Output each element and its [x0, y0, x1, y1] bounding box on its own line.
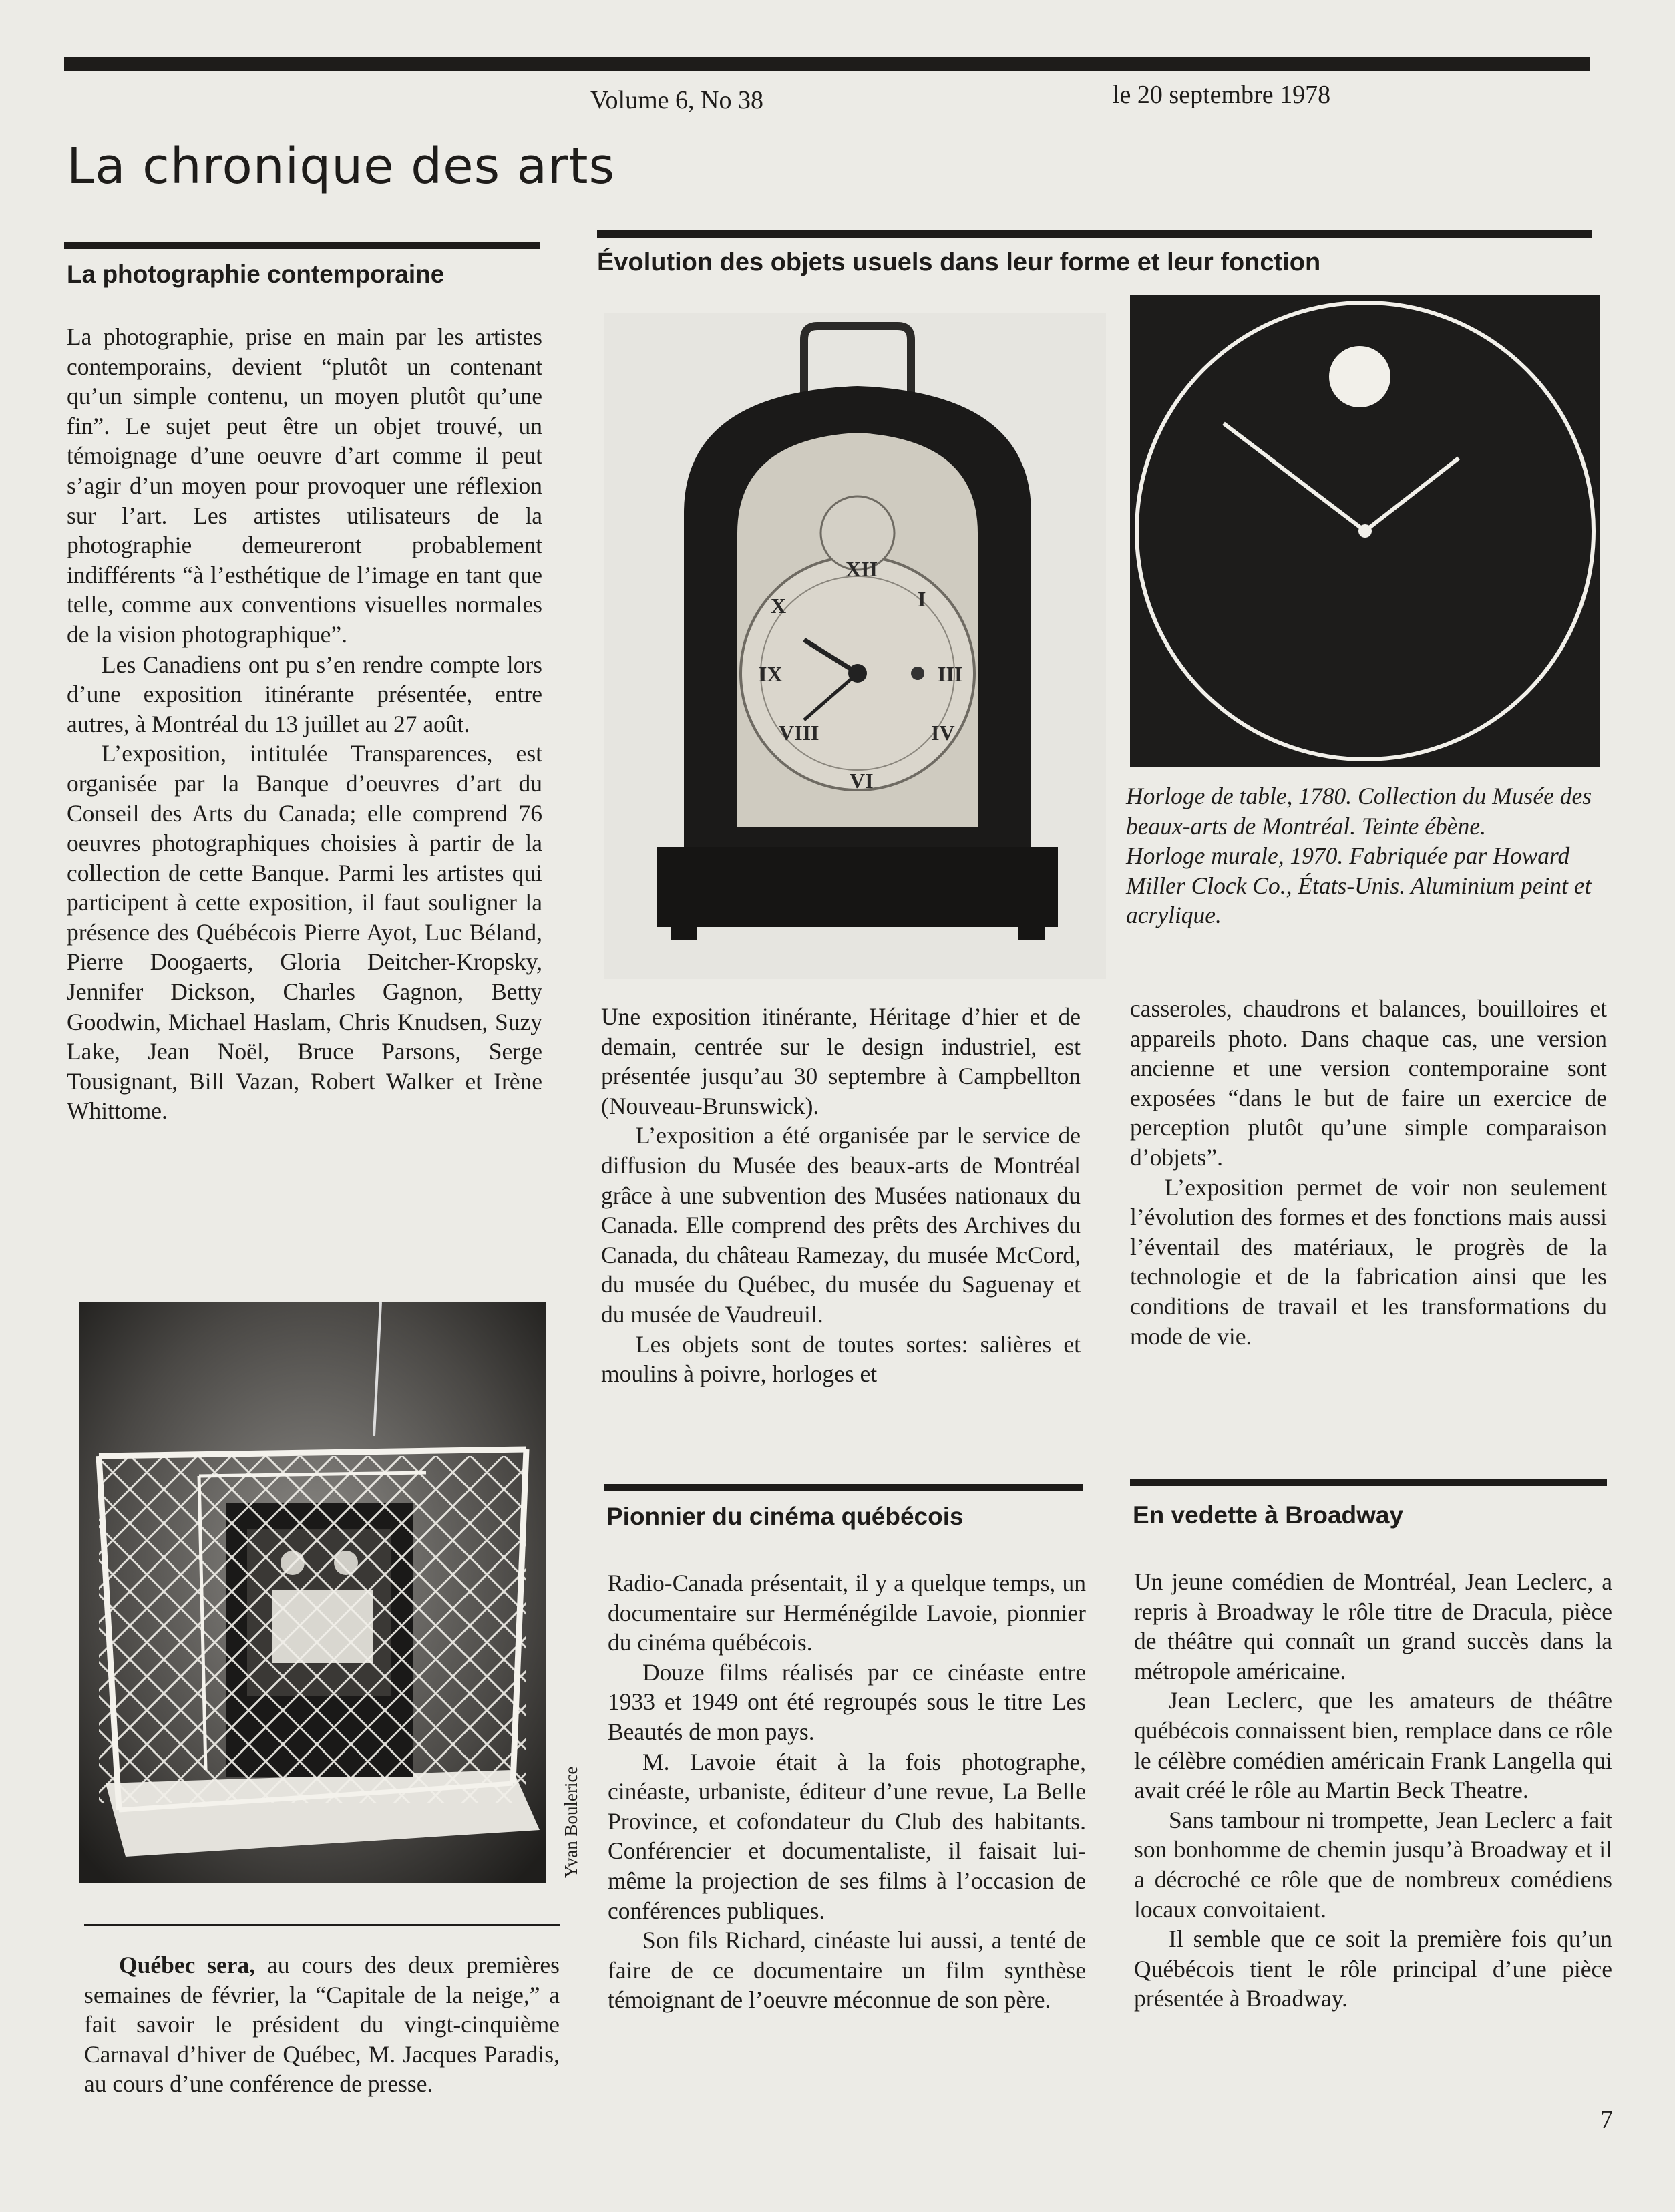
photo-credit: Yvan Boulerice [561, 1766, 581, 1878]
paragraph: Une exposition itinérante, Héritage d’hier et de demain, centrée sur le design industriel, est présentée jusqu’au 30 septembre à Campbellton (Nouveau-Brunswick). [601, 1003, 1081, 1119]
page-number: 7 [1600, 2106, 1613, 2134]
paragraph: L’exposition, intitulée Transparences, est organisée par la Banque d’oeuvres d’art du Conseil des Arts du Canada; elle comprend 76 oeuvres photographiques choisies à partir de la collection de cette Banque. Parmi les artistes qui participent à cette exposition, il faut souligner la présence des Québécois Pierre Ayot, Luc Béland, Pierre Doogaerts, Gloria Deitcher-Kropsky, Jennifer Dickson, Charles Gagnon, Betty Goodwin, Michael Haslam, Chris Knudsen, Suzy Lake, Jean Noël, Bruce Parsons, Serge Tousignant, Bill Vazan, Robert Walker et Irène Whittome. [67, 740, 542, 1125]
article-objets-col2 [1130, 994, 1607, 1351]
paragraph: Un jeune comédien de Montréal, Jean Leclerc, a repris à Broadway le rôle titre de Dracula, pièce de théâtre qui connaît un grand succès dans la métropole américaine. [1134, 1568, 1612, 1684]
paragraph: Radio-Canada présentait, il y a quelque temps, un documentaire sur Herménégilde Lavoie, pionnier du cinéma québécois. [608, 1570, 1086, 1656]
svg-text:VI: VI [850, 769, 874, 793]
svg-text:III: III [938, 662, 963, 686]
paragraph: Douze films réalisés par ce cinéaste entre 1933 et 1949 ont été regroupés sous le titre Les Beautés de mon pays. [608, 1658, 1086, 1745]
paragraph: Les Canadiens ont pu s’en rendre compte lors d’une exposition itinérante présentée, entre autres, à Montréal du 13 juillet au 27 août. [67, 651, 542, 737]
paragraph: Sans tambour ni trompette, Jean Leclerc a fait son bonhomme de chemin jusqu’à Broadway et il a décroché ce rôle que de nombreux comédiens locaux convoitaient. [1134, 1806, 1612, 1923]
photo-net-clock-artwork [79, 1302, 546, 1883]
caption-line: Horloge de table, 1780. Collection du Musée des beaux-arts de Montréal. Teinte ébène. [1126, 783, 1592, 840]
section-rule [64, 242, 540, 249]
wall-clock-image [1130, 295, 1600, 767]
brief-quebec-body [84, 1950, 560, 2099]
section-title-photographie: La photographie contemporaine [67, 260, 445, 288]
brief-text: au cours des deux premières semaines de février, la “Capitale de la neige,” a fait savoir le président du vingt-cinquième Carnaval d’hiver de Québec, M. Jacques Paradis, au cours d’une conférence de presse. [84, 1952, 560, 2098]
paragraph: Il semble que ce soit la première fois qu’un Québécois tient le rôle principal d’une pièce présentée à Broadway. [1134, 1925, 1612, 2012]
section-title-cinema: Pionnier du cinéma québécois [606, 1503, 964, 1530]
paragraph [84, 1950, 560, 2099]
svg-text:IV: IV [931, 721, 955, 745]
svg-text:IX: IX [759, 662, 783, 686]
svg-text:I: I [918, 587, 926, 611]
issue-date: le 20 septembre 1978 [1113, 81, 1331, 109]
photo-bracket-clock [604, 313, 1106, 979]
article-cinema-body [608, 1568, 1086, 2015]
volume-number: Volume 6, No 38 [590, 86, 763, 114]
section-title-objets: Évolution des objets usuels dans leur forme et leur fonction [597, 248, 1321, 276]
svg-text:VIII: VIII [779, 721, 819, 745]
section-rule [604, 1484, 1083, 1491]
paragraph: La photographie, prise en main par les artistes contemporains, devient “plutôt un contenant qu’un simple contenu, un moyen plutôt qu’une fin”. Le sujet peut être un objet trouvé, un témoignage d’une oeuvre d’art comme il peut s’agir d’un moyen pour provoquer une réflexion sur l’art. Les artistes utilisateurs de la photographie demeureront probablement indifférents “à l’esthétique de l’image en tant que telle, comme aux conventions visuelles normales de la vision photographique”. [67, 323, 542, 648]
top-rule [64, 57, 1590, 71]
article-photographie-body [67, 322, 542, 1126]
paragraph: Son fils Richard, cinéaste lui aussi, a tenté de faire de ce documentaire un film synthèse témoignant de l’oeuvre méconnue de son père. [608, 1927, 1086, 2014]
paragraph: M. Lavoie était à la fois photographe, cinéaste, urbaniste, éditeur d’une revue, La Belle Province, et cofondateur du Club des habitants. Conférencier et documentaliste, il faisait lui-même la projection de ses films à l’occasion de conférences publiques. [608, 1748, 1086, 1924]
section-rule [1130, 1479, 1607, 1486]
section-rule [597, 230, 1592, 238]
paragraph: L’exposition permet de voir non seulement l’évolution des formes et des fonctions mais aussi l’éventail des matériaux, le progrès de la technologie et de la fabrication ainsi que les conditions de travail et les transformations du mode de vie. [1130, 1173, 1607, 1350]
paragraph: casseroles, chaudrons et balances, bouilloires et appareils photo. Dans chaque cas, une version ancienne et une version contemporaine sont exposées “dans le but de faire un exercice de perception plutôt qu’une simple comparaison d’objets”. [1130, 995, 1607, 1171]
brief-rule [84, 1924, 560, 1926]
paragraph: Les objets sont de toutes sortes: salières et moulins à poivre, horloges et [601, 1330, 1081, 1388]
section-title-broadway: En vedette à Broadway [1133, 1501, 1404, 1529]
paragraph: L’exposition a été organisée par le service de diffusion du Musée des beaux-arts de Montréal grâce à une subvention des Musées nationaux du Canada. Elle comprend des prêts des Archives du Canada, du château Ramezay, du musée McCord, du musée du Québec, du musée du Saguenay et du musée de Vaudreuil. [601, 1122, 1081, 1328]
paragraph: Jean Leclerc, que les amateurs de théâtre québécois connaissent bien, remplace dans ce rôle le célèbre comédien américain Frank Langella qui avait créé le rôle au Martin Beck Theatre. [1134, 1687, 1612, 1804]
caption-line: Horloge murale, 1970. Fabriquée par Howard Miller Clock Co., États-Unis. Aluminium peint et acrylique. [1126, 842, 1592, 929]
publication-title: La chronique des arts [67, 138, 616, 195]
clocks-caption [1126, 781, 1607, 930]
svg-text:XII: XII [846, 557, 878, 581]
photo-wall-clock [1130, 295, 1600, 767]
svg-text:X: X [771, 594, 787, 618]
article-broadway-body [1134, 1567, 1612, 2014]
article-objets-col1 [601, 1002, 1081, 1389]
bracket-clock-image [604, 313, 1106, 979]
net-clock-image [79, 1302, 546, 1883]
brief-lead: Québec sera, [119, 1952, 256, 1978]
